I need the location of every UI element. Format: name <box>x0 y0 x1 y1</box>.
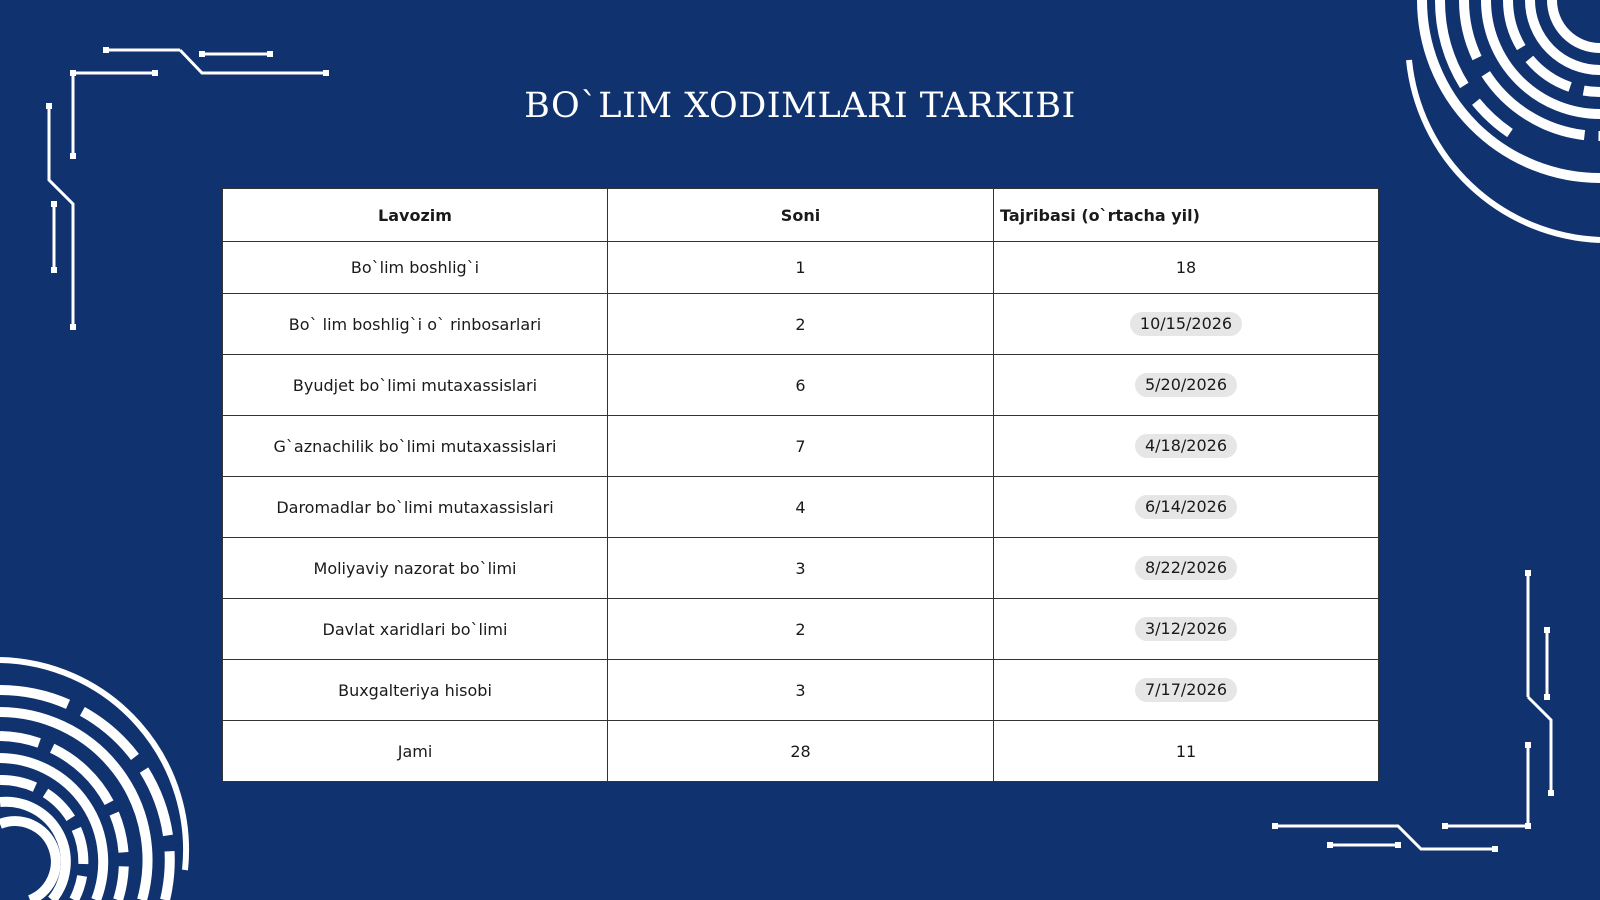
table-row <box>223 660 1379 721</box>
table-row <box>223 477 1379 538</box>
cell-position: Jami <box>223 721 608 782</box>
cell-experience <box>994 660 1379 721</box>
table-row <box>223 599 1379 660</box>
cell-count: 7 <box>608 416 994 477</box>
slide-title: BO`LIM XODIMLARI TARKIBI <box>524 86 1076 126</box>
cell-count: 3 <box>608 538 994 599</box>
cell-count: 2 <box>608 294 994 355</box>
cell-experience <box>994 355 1379 416</box>
header-position: Lavozim <box>223 189 608 242</box>
cell-experience <box>994 477 1379 538</box>
cell-count: 3 <box>608 660 994 721</box>
cell-position: Davlat xaridlari bo`limi <box>223 599 608 660</box>
staff-table-container <box>222 188 1378 782</box>
cell-experience <box>994 599 1379 660</box>
cell-count: 28 <box>608 721 994 782</box>
cell-position: Buxgalteriya hisobi <box>223 660 608 721</box>
cell-position: Byudjet bo`limi mutaxassislari <box>223 355 608 416</box>
table-header-row <box>223 189 1379 242</box>
date-chip[interactable]: 3/12/2026 <box>1135 617 1237 641</box>
cell-position: G`aznachilik bo`limi mutaxassislari <box>223 416 608 477</box>
cell-experience <box>994 416 1379 477</box>
table-row <box>223 355 1379 416</box>
cell-position: Bo`lim boshlig`i <box>223 242 608 294</box>
arcs-bottom-left-decoration <box>0 660 186 900</box>
table-row <box>223 538 1379 599</box>
table-body <box>223 242 1379 782</box>
cell-count: 4 <box>608 477 994 538</box>
cell-count: 2 <box>608 599 994 660</box>
cell-position: Bo` lim boshlig`i o` rinbosarlari <box>223 294 608 355</box>
header-count: Soni <box>608 189 994 242</box>
table-row <box>223 721 1379 782</box>
table-row <box>223 242 1379 294</box>
date-chip[interactable]: 10/15/2026 <box>1130 312 1242 336</box>
date-chip[interactable]: 5/20/2026 <box>1135 373 1237 397</box>
cell-count: 1 <box>608 242 994 294</box>
cell-count: 6 <box>608 355 994 416</box>
cell-position: Moliyaviy nazorat bo`limi <box>223 538 608 599</box>
cell-experience: 18 <box>994 242 1379 294</box>
table-row <box>223 416 1379 477</box>
cell-experience <box>994 538 1379 599</box>
header-experience: Tajribasi (o`rtacha yil) <box>994 189 1379 242</box>
date-chip[interactable]: 8/22/2026 <box>1135 556 1237 580</box>
date-chip[interactable]: 7/17/2026 <box>1135 678 1237 702</box>
cell-experience: 11 <box>994 721 1379 782</box>
cell-position: Daromadlar bo`limi mutaxassislari <box>223 477 608 538</box>
date-chip[interactable]: 4/18/2026 <box>1135 434 1237 458</box>
cell-experience <box>994 294 1379 355</box>
staff-table <box>222 188 1379 782</box>
table-row <box>223 294 1379 355</box>
date-chip[interactable]: 6/14/2026 <box>1135 495 1237 519</box>
